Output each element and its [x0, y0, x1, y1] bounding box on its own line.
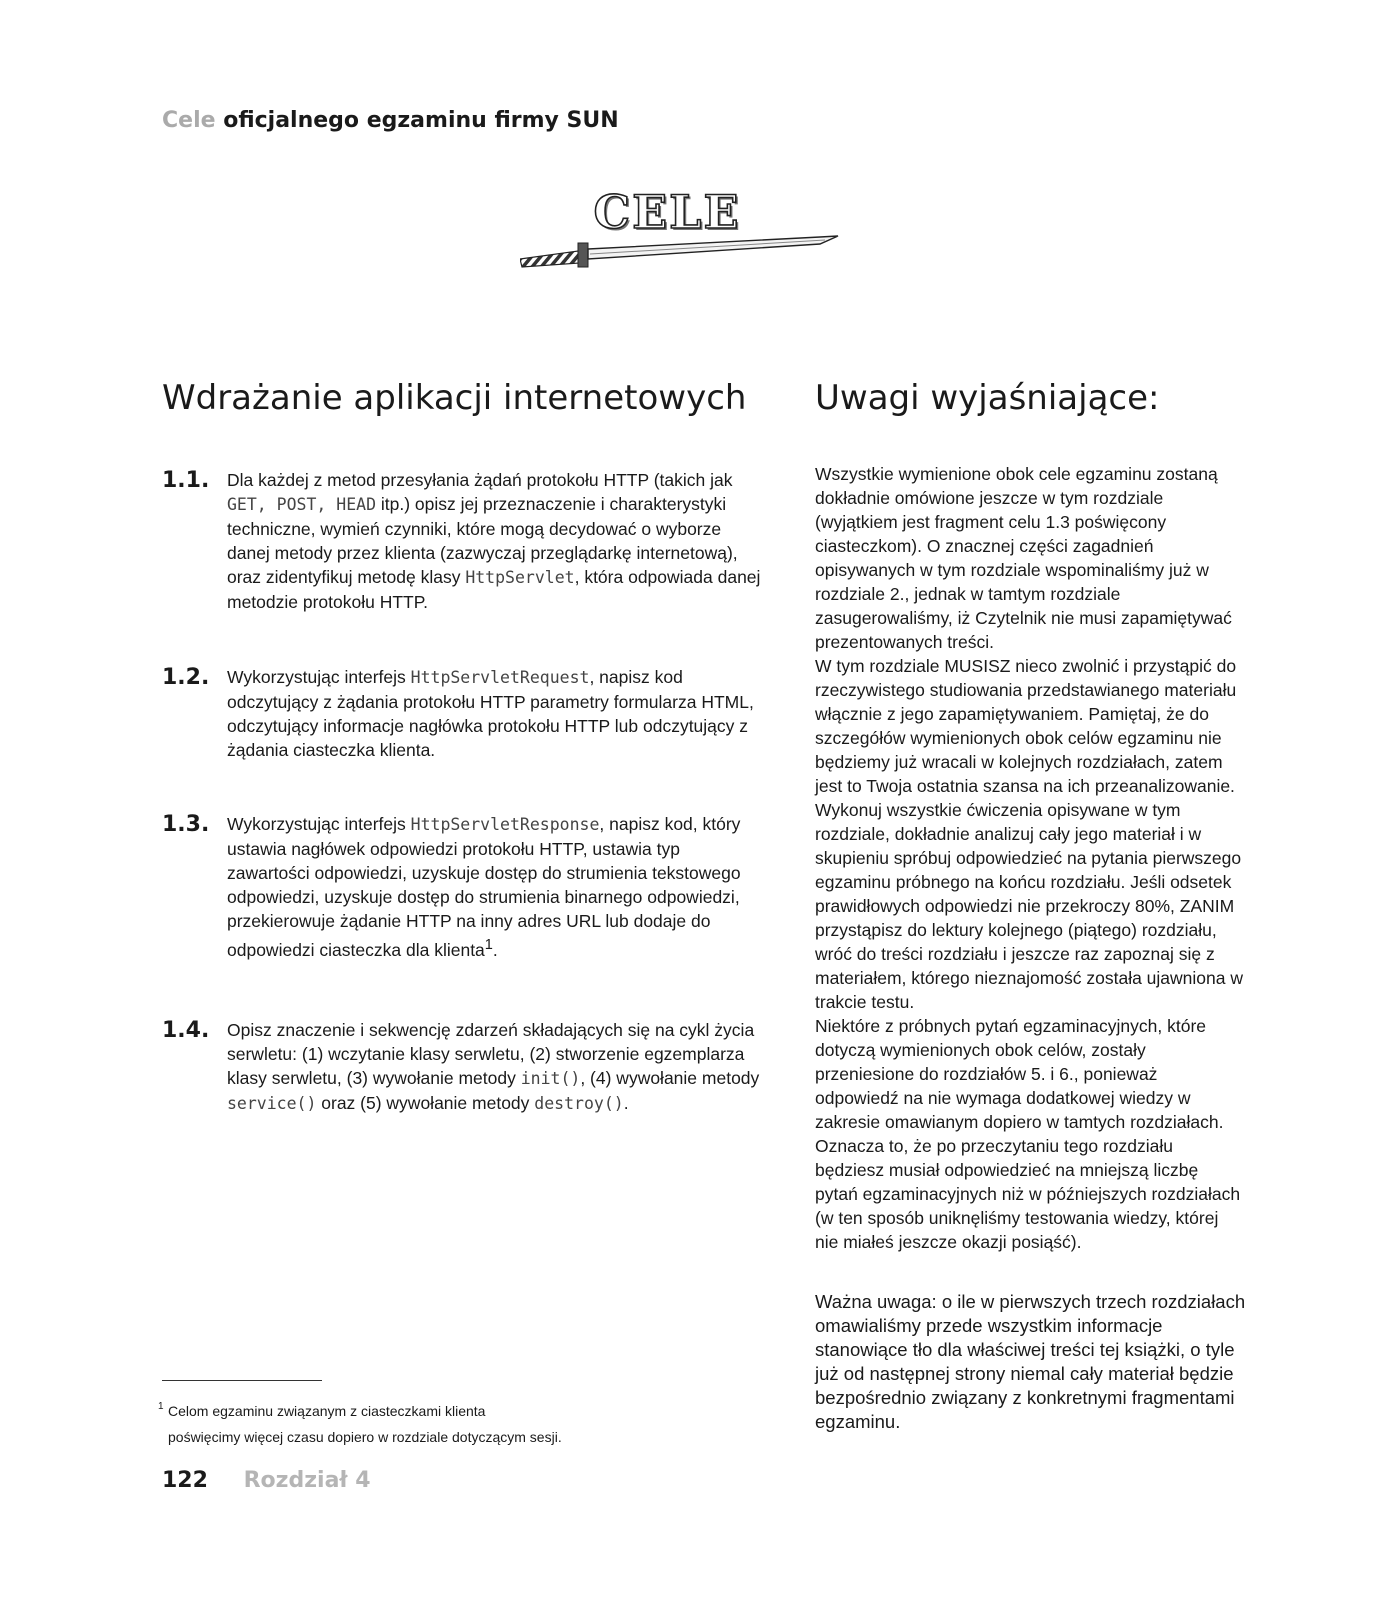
text-run: oraz (5) wywołanie metody	[316, 1093, 535, 1113]
notes-paragraph: Niektóre z próbnych pytań egzaminacyjnych, które dotyczą wymienionych obok celów, zostały przeniesione do rozdziałów 5. i 6., ponieważ odpowiedź na nie wymaga dodatkowej wiedzy w zakresie omawianym dopiero w tamtych rozdziałach. Oznacza to, że po przeczytaniu tego rozdziału będziesz musiał odpowiedzieć na mniejszą liczbę pytań egzaminacyjnych niż w późniejszych rozdziałach (w ten sposób uniknęliśmy testowania wiedzy, której nie miałeś jeszcze okazji posiąść).	[815, 1016, 1241, 1252]
banner-word: CELE	[593, 185, 741, 239]
objective-text	[227, 468, 767, 614]
cele-banner	[520, 185, 870, 285]
text-run: Opisz znaczenie i sekwencję zdarzeń składających się na cykl życia serwletu: (1) wczytanie klasy serwletu, (2) stworzenie egzemplarza klasy serwletu, (3) wywołanie metody	[227, 1020, 755, 1088]
text-run: , która odpowiada danej metodzie protokołu HTTP.	[227, 567, 761, 612]
code-run: init()	[520, 1069, 581, 1088]
text-run: , napisz kod odczytujący z żądania protokołu HTTP parametry formularza HTML, odczytujący informacje nagłówka protokołu HTTP lub odczytujący z żądania ciasteczka klienta.	[227, 667, 754, 760]
code-run: GET, POST, HEAD	[227, 495, 377, 514]
running-head-bold: oficjalnego egzaminu firmy SUN	[223, 108, 619, 133]
objective-number: 1.1.	[162, 468, 210, 493]
running-head	[162, 108, 619, 133]
page-number: 122	[162, 1468, 208, 1493]
notes-column	[815, 462, 1245, 1254]
code-run: service()	[227, 1094, 317, 1113]
text-run: .	[623, 1093, 629, 1113]
notes-paragraph: W tym rozdziale MUSISZ nieco zwolnić i przystąpić do rzeczywistego studiowania przedstawianego materiału włącznie z jego zapamiętywaniem. Pamiętaj, że do szczegółów wymienionych obok celów egzaminu nie będziemy już wracali w kolejnych rozdziałach, zatem jest to Twoja ostatnia szansa na ich przeanalizowanie.	[815, 656, 1237, 796]
section-title-left: Wdrażanie aplikacji internetowych	[162, 378, 747, 418]
code-run: HttpServletResponse	[410, 815, 600, 834]
page-footer	[162, 1468, 371, 1493]
footnote-line: poświęcimy więcej czasu dopiero w rozdziale dotyczącym sesji.	[168, 1429, 562, 1445]
notes-paragraph: Wszystkie wymienione obok cele egzaminu zostaną dokładnie omówione jeszcze w tym rozdziale (wyjątkiem jest fragment celu 1.3 poświęcony ciasteczkom). O znacznej części zagadnień opisywanych w tym rozdziale wspominaliśmy już w rozdziale 2., jednak w tamtym rozdziale zasugerowaliśmy, iż Czytelnik nie musi zapamiętywać prezentowanych treści.	[815, 464, 1232, 652]
footnote-rule	[162, 1380, 322, 1381]
text-run: Wykorzystując interfejs	[227, 667, 411, 687]
code-run: destroy()	[534, 1094, 624, 1113]
important-note: Ważna uwaga: o ile w pierwszych trzech rozdziałach omawialiśmy przede wszystkim informacje stanowiące tło dla właściwej treści tej książki, o tyle już od następnej strony niemal cały materiał będzie bezpośrednio związany z konkretnymi fragmentami egzaminu.	[815, 1291, 1246, 1432]
code-run: HttpServlet	[465, 568, 575, 587]
objective-number: 1.4.	[162, 1018, 210, 1043]
objective-text	[227, 1018, 767, 1116]
sword-icon	[520, 235, 850, 269]
footnote-ref: 1	[484, 937, 493, 953]
text-run: .	[492, 939, 498, 960]
running-head-light: Cele	[162, 108, 216, 133]
footnote	[158, 1398, 668, 1450]
objective-number: 1.2.	[162, 665, 210, 690]
footnote-mark: 1	[158, 1401, 164, 1412]
section-title-right: Uwagi wyjaśniające:	[815, 378, 1160, 418]
objective-text	[227, 665, 767, 762]
footnote-line: Celom egzaminu związanym z ciasteczkami klienta	[168, 1403, 486, 1419]
text-run: , napisz kod, który ustawia nagłówek odpowiedzi protokołu HTTP, ustawia typ zawartości odpowiedzi, uzyskuje dostęp do strumienia tekstowego odpowiedzi, uzyskuje dostęp do strumienia binarnego odpowiedzi, przekierowuje żądanie HTTP na inny adres URL lub dodaje do odpowiedzi ciasteczka dla klienta	[227, 814, 741, 960]
text-run: Wykorzystując interfejs	[227, 814, 411, 834]
text-run: itp.) opisz jej przeznaczenie i charakterystyki techniczne, wymień czynniki, które mogą decydować o wyborze danej metody przez klienta (zazwyczaj przeglądarkę internetową), oraz zidentyfikuj metodę klasy	[227, 494, 738, 587]
objective-number: 1.3.	[162, 812, 210, 837]
code-run: HttpServletRequest	[410, 668, 590, 687]
text-run: Dla każdej z metod przesyłania żądań protokołu HTTP (takich jak	[227, 470, 733, 490]
objective-text	[227, 812, 767, 962]
notes-paragraph: Wykonuj wszystkie ćwiczenia opisywane w tym rozdziale, dokładnie analizuj cały jego materiał i w skupieniu spróbuj odpowiedzieć na pytania pierwszego egzaminu próbnego na końcu rozdziału. Jeśli odsetek prawidłowych odpowiedzi nie przekroczy 80%, ZANIM przystąpisz do lektury kolejnego (piątego) rozdziału, wróć do treści rozdziału i jeszcze raz zapoznaj się z materiałem, którego nieznajomość została ujawniona w trakcie testu.	[815, 800, 1243, 1012]
text-run: , (4) wywołanie metody	[580, 1068, 760, 1088]
chapter-label: Rozdział 4	[243, 1468, 371, 1493]
